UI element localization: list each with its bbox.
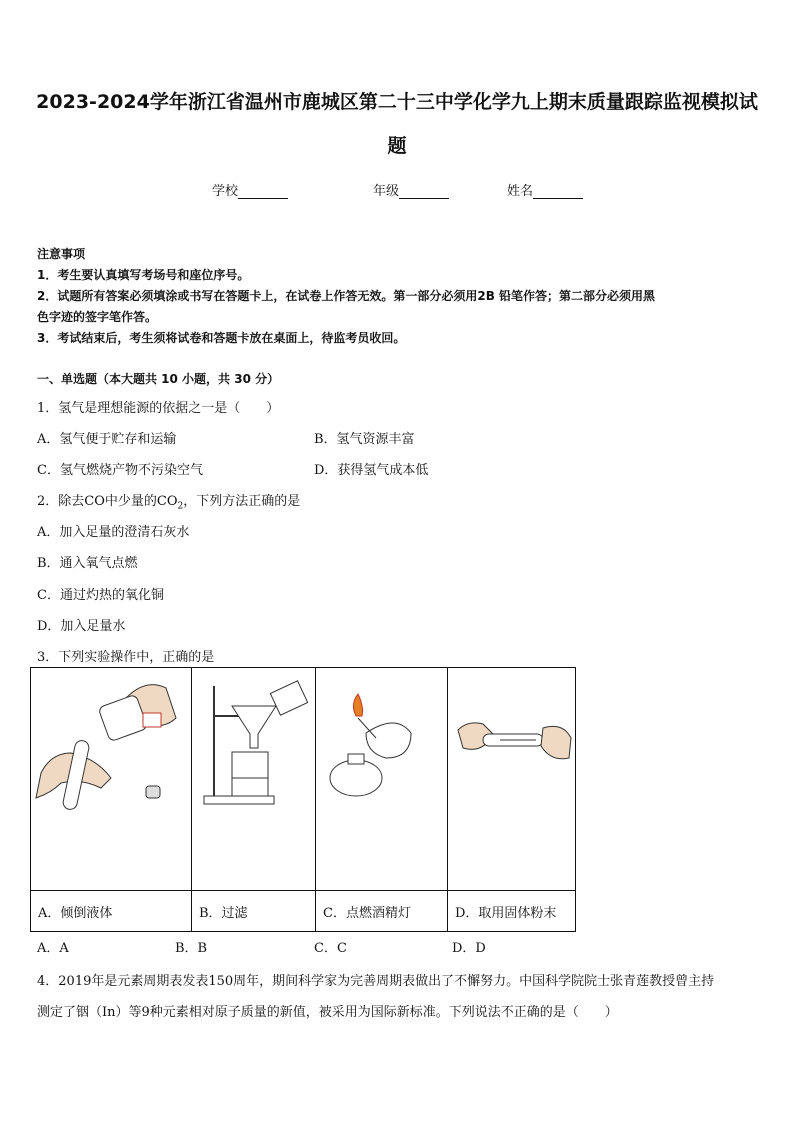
alcohol-lamp-icon xyxy=(316,668,447,886)
q3-caption-c: C．点燃酒精灯 xyxy=(316,891,448,932)
q1-option-d: D．获得氢气成本低 xyxy=(314,463,429,478)
notice-item-3: 3．考试结束后，考生须将试卷和答题卡放在桌面上，待监考员收回。 xyxy=(37,331,406,345)
grade-label: 年级 xyxy=(373,184,400,199)
powder-sampling-icon xyxy=(448,668,575,886)
name-blank xyxy=(533,186,583,199)
name-field xyxy=(507,180,583,199)
q2-stem-post: ，下列方法正确的是 xyxy=(183,494,301,509)
powder-sampling-illustration xyxy=(448,668,576,891)
q3-option-b: B．B xyxy=(175,941,208,956)
notice-item-1: 1．考生要认真填写考场号和座位序号。 xyxy=(37,268,250,282)
q2-stem xyxy=(37,490,300,512)
q1-stem: 1．氢气是理想能源的依据之一是（ ） xyxy=(37,401,280,416)
q2-stem-subscript: 2 xyxy=(177,501,184,512)
q3-option-d: D．D xyxy=(452,941,486,956)
pour-liquid-icon xyxy=(31,668,191,886)
q4-stem-line2: 测定了铟（In）等9种元素相对原子质量的新值，被采用为国际新标准。下列说法不正确的是（ ） xyxy=(37,1005,618,1020)
section-heading: 一、单选题（本大题共 10 小题，共 30 分） xyxy=(37,372,280,386)
q1-option-b: B．氢气资源丰富 xyxy=(314,432,415,447)
notice-heading: 注意事项 xyxy=(37,247,86,261)
school-field xyxy=(212,180,288,199)
name-label: 姓名 xyxy=(507,184,534,199)
school-blank xyxy=(238,186,288,199)
alcohol-lamp-illustration xyxy=(316,668,448,891)
q3-caption-b: B．过滤 xyxy=(192,891,316,932)
grade-field xyxy=(373,180,449,199)
q3-option-c: C．C xyxy=(314,941,347,956)
q2-option-a: A．加入足量的澄清石灰水 xyxy=(37,525,190,540)
page-title-line1: 2023-2024学年浙江省温州市鹿城区第二十三中学化学九上期末质量跟踪监视模拟试 xyxy=(36,91,758,113)
q1-option-a: A．氢气便于贮存和运输 xyxy=(37,432,177,447)
pour-liquid-illustration xyxy=(31,668,192,891)
q3-caption-d: D．取用固体粉末 xyxy=(448,891,576,932)
q3-stem: 3．下列实验操作中，正确的是 xyxy=(37,650,215,665)
q2-option-d: D．加入足量水 xyxy=(37,619,126,634)
q3-caption-a: A．倾倒液体 xyxy=(31,891,192,932)
grade-blank xyxy=(399,186,449,199)
notice-item-2-cont: 色字迹的签字笔作答。 xyxy=(37,310,158,324)
notice-item-2: 2．试题所有答案必须填涂或书写在答题卡上，在试卷上作答无效。第一部分必须用2B 铅笔作答；第二部分必须用黑 xyxy=(37,289,656,303)
filtration-icon xyxy=(192,668,315,886)
q1-option-c: C．氢气燃烧产物不污染空气 xyxy=(37,463,203,478)
q2-stem-pre: 2．除去CO中少量的CO xyxy=(37,494,178,509)
school-label: 学校 xyxy=(212,184,239,199)
q3-option-a: A．A xyxy=(37,941,69,956)
page-title-line2: 题 xyxy=(387,135,407,157)
q3-figure-table xyxy=(30,667,576,932)
filtration-illustration xyxy=(192,668,316,891)
q2-option-b: B．通入氧气点燃 xyxy=(37,556,138,571)
q4-stem-line1: 4．2019年是元素周期表发表150周年，期间科学家为完善周期表做出了不懈努力。中国科学院院士张青莲教授曾主持 xyxy=(37,974,715,989)
q2-option-c: C．通过灼热的氧化铜 xyxy=(37,588,164,603)
